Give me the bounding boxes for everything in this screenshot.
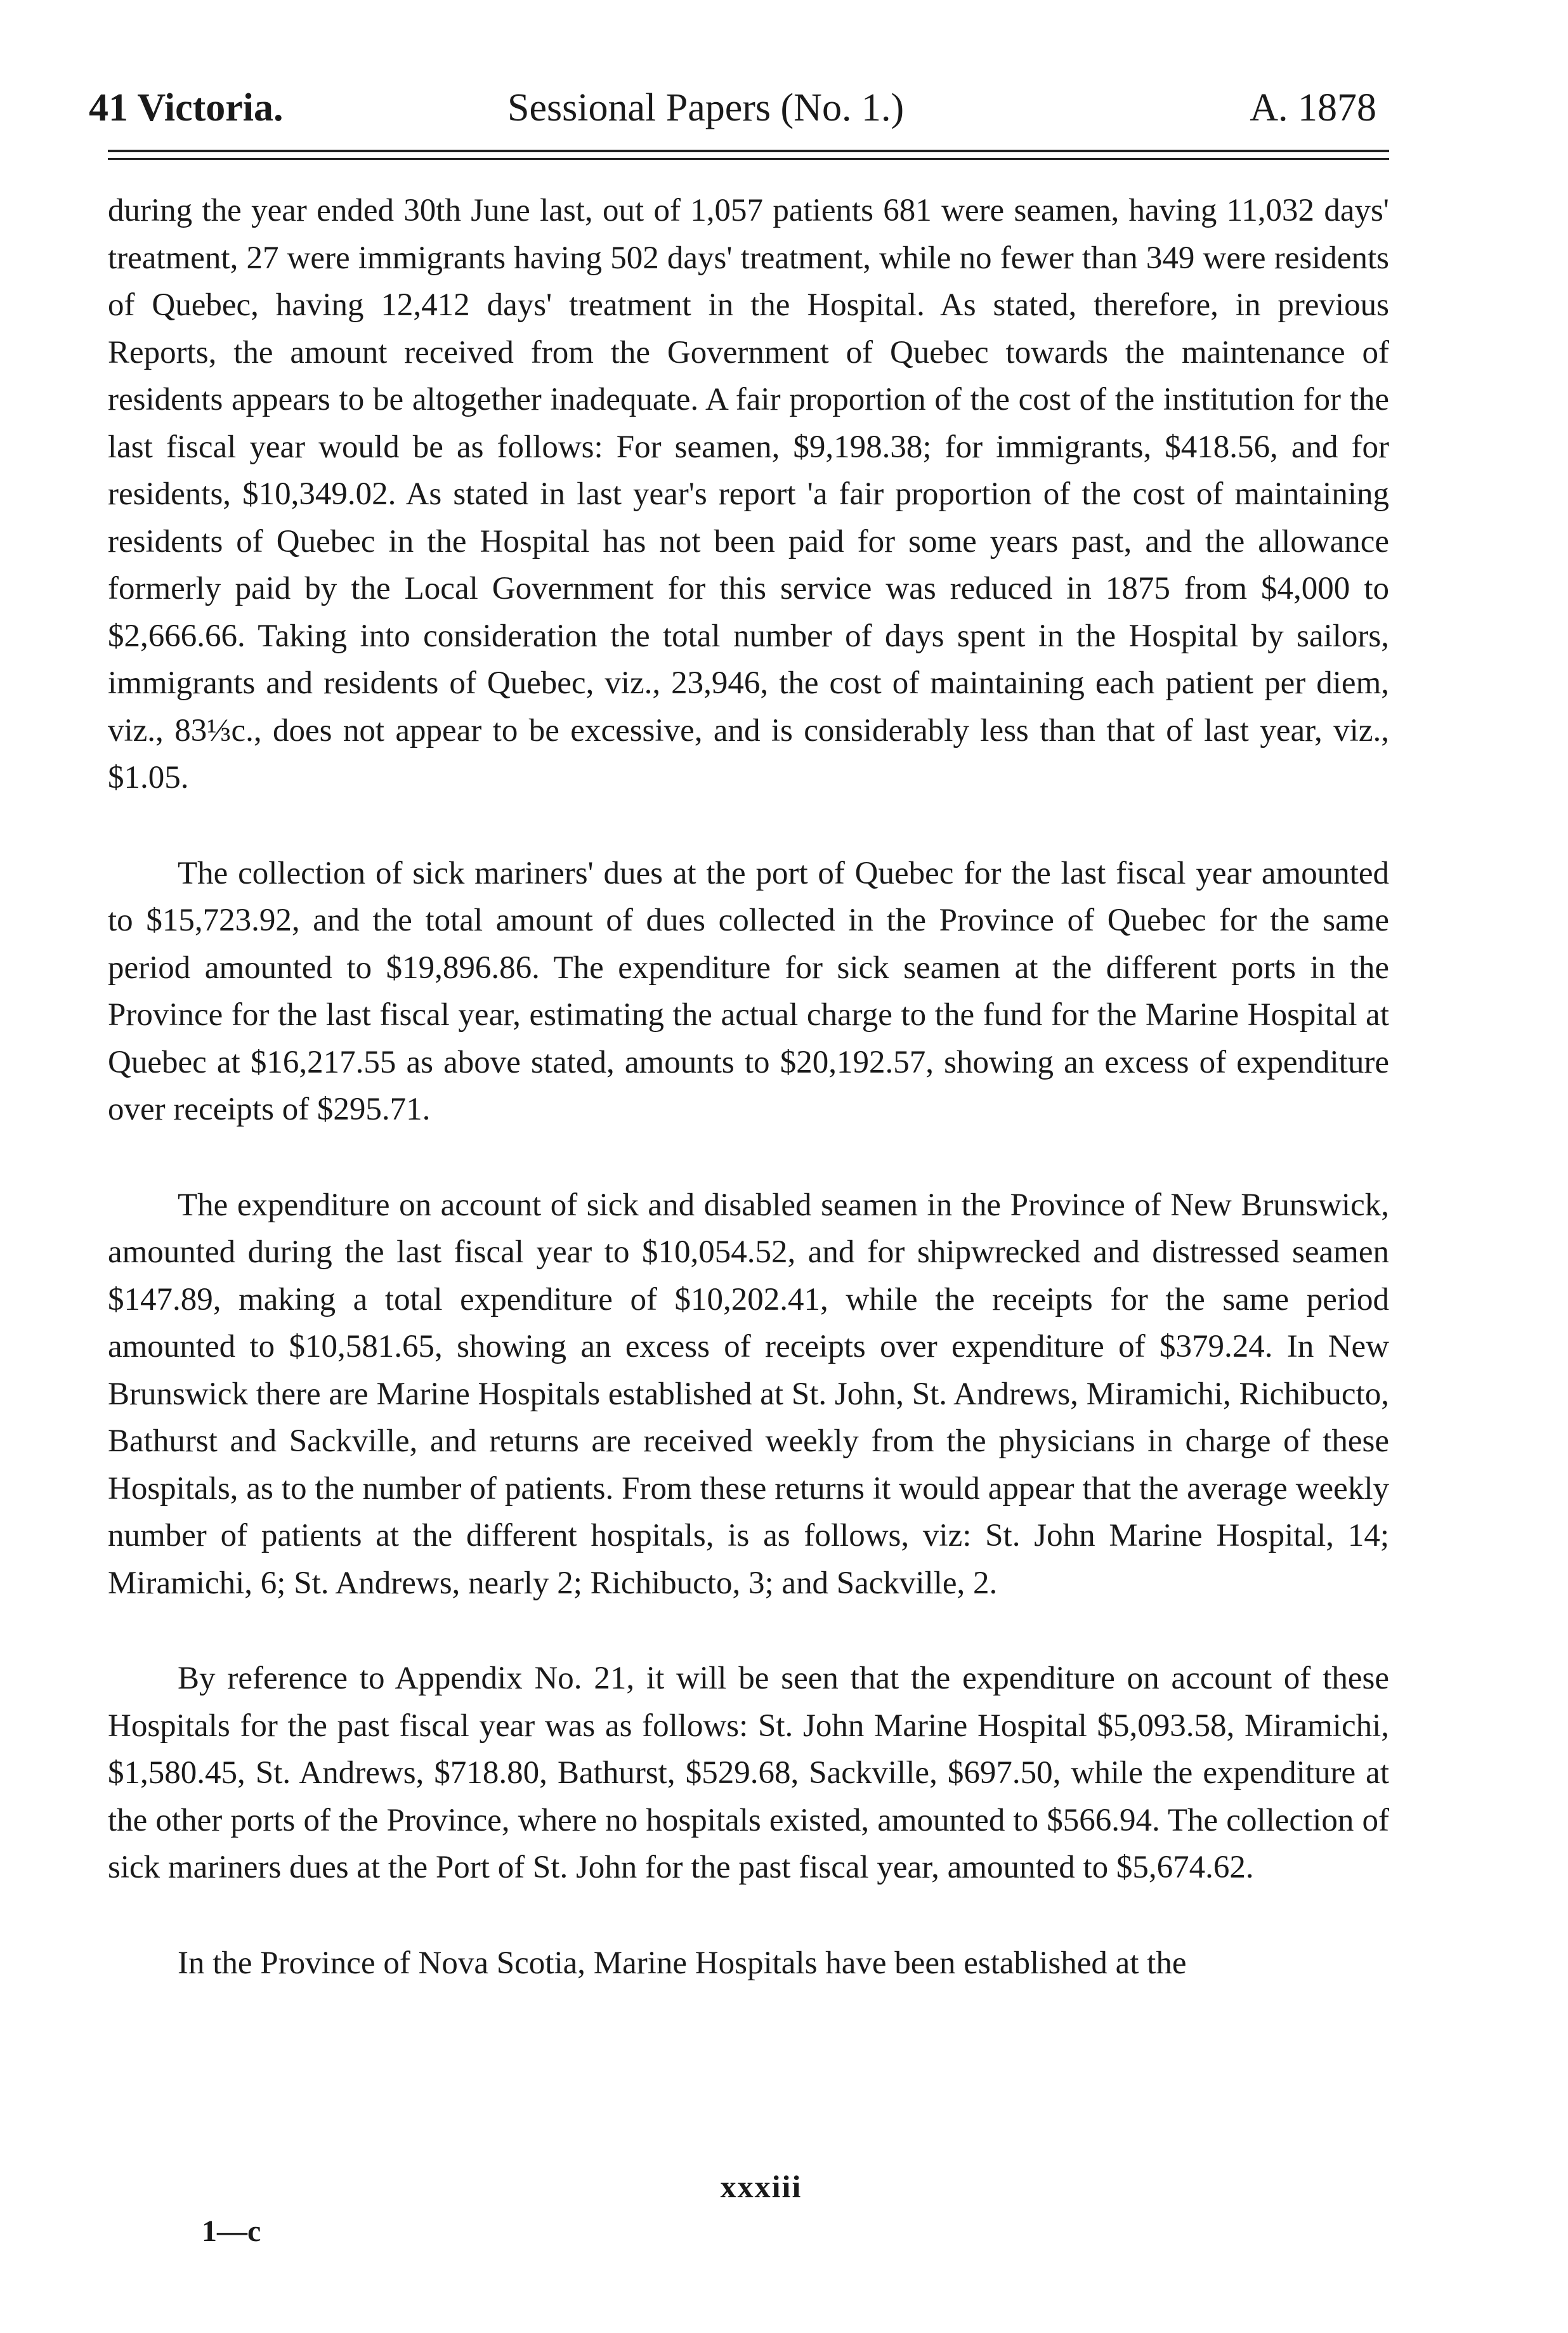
paragraph-4: By reference to Appendix No. 21, it will be seen that the expenditure on account of these Hospitals for the past fiscal year was as follows: St. John Marine Hospital $5,093.58, Miramichi, $1,580.45, St. Andrews, $718.80, Bathurst, $529.68, Sackville, $697.50, while the expenditure at the other ports of the Province, where no hospitals existed, amounted to $566.94. The collection of sick mariners dues at the Port of St. John for the past fiscal year, amounted to $5,674.62. <box>108 1661 1389 1885</box>
header-rule-top <box>108 150 1389 152</box>
signature-mark: 1—c <box>202 2214 261 2248</box>
header-year: A. 1878 <box>1250 86 1376 129</box>
page-number: xxxiii <box>720 2169 802 2204</box>
header-session: 41 Victoria. <box>89 86 284 129</box>
body-text <box>108 187 1389 1987</box>
paragraph-3: The expenditure on account of sick and disabled seamen in the Province of New Brunswick, amounted during the last fiscal year to $10,054.52, and for shipwrecked and distressed seamen $147.89, making a total expenditure of $10,202.41, while the receipts for the same period amounted to $10,581.65, showing an excess of receipts over expenditure of $379.24. In New Brunswick there are Marine Hospitals established at St. John, St. Andrews, Miramichi, Richibucto, Bathurst and Sackville, and returns are received weekly from the physicians in charge of these Hospitals, as to the number of patients. From these returns it would appear that the average weekly number of patients at the different hospitals, is as follows, viz: St. John Marine Hospital, 14; Miramichi, 6; St. Andrews, nearly 2; Richibucto, 3; and Sackville, 2. <box>108 1187 1389 1601</box>
paragraph-1: during the year ended 30th June last, out of 1,057 patients 681 were seamen, having 11,032 days' treatment, 27 were immigrants having 502 days' treatment, while no fewer than 349 were residents of Quebec, having 12,412 days' treatment in the Hospital. As stated, therefore, in previous Reports, the amount received from the Government of Quebec towards the maintenance of residents appears to be altogether inadequate. A fair proportion of the cost of the institution for the last fiscal year would be as follows: For seamen, $9,198.38; for immigrants, $418.56, and for residents, $10,349.02. As stated in last year's report 'a fair proportion of the cost of maintaining residents of Quebec in the Hospital has not been paid for some years past, and the allowance formerly paid by the Local Government for this service was reduced in 1875 from $4,000 to $2,666.66. Taking into consideration the total number of days spent in the Hospital by sailors, immigrants and residents of Quebec, viz., 23,946, the cost of maintaining each patient per diem, viz., 83⅓c., does not appear to be excessive, and is considerably less than that of last year, viz., $1.05. <box>108 193 1389 795</box>
page-header <box>89 82 1376 133</box>
header-title: Sessional Papers (No. 1.) <box>507 86 905 129</box>
paragraph-5: In the Province of Nova Scotia, Marine Hospitals have been established at the <box>178 1945 1187 1981</box>
header-rule-bottom <box>108 158 1389 160</box>
paragraph-2: The collection of sick mariners' dues at the port of Quebec for the last fiscal year amounted to $15,723.92, and the total amount of dues collected in the Province of Quebec for the same period amounted to $19,896.86. The expenditure for sick seamen at the different ports in the Province for the last fiscal year, estimating the actual charge to the fund for the Marine Hospital at Quebec at $16,217.55 as above stated, amounts to $20,192.57, showing an excess of expenditure over receipts of $295.71. <box>108 855 1389 1127</box>
